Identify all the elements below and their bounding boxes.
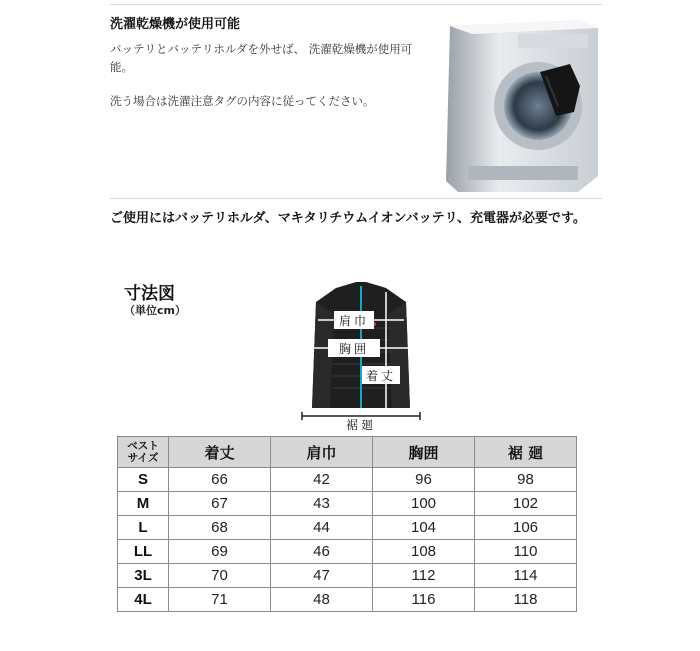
size-cell: L [118, 516, 169, 540]
value-cell: 67 [169, 492, 271, 516]
header-chest: 胸囲 [373, 437, 475, 468]
value-cell: 112 [373, 564, 475, 588]
size-cell: LL [118, 540, 169, 564]
value-cell: 70 [169, 564, 271, 588]
table-corner-header [118, 437, 169, 468]
dimension-title: 寸法図 [124, 284, 175, 304]
table-row [118, 540, 577, 564]
table-row [118, 588, 577, 612]
value-cell: 43 [271, 492, 373, 516]
vest-label-length: 着丈 [365, 369, 397, 383]
value-cell: 96 [373, 468, 475, 492]
header-length: 着丈 [169, 437, 271, 468]
washing-caution: 洗う場合は洗濯注意タグの内容に従ってください。 [110, 94, 375, 108]
header-hem: 裾 廻 [475, 437, 577, 468]
value-cell: 118 [475, 588, 577, 612]
table-row [118, 468, 577, 492]
washing-machine-image [428, 16, 604, 194]
value-cell: 110 [475, 540, 577, 564]
size-cell: M [118, 492, 169, 516]
value-cell: 69 [169, 540, 271, 564]
vest-label-shoulder: 肩巾 [338, 314, 370, 328]
top-divider [110, 4, 602, 5]
corner-line2: サイズ [127, 452, 159, 464]
vest-label-hem: 裾廻 [345, 418, 377, 432]
header-shoulder: 肩巾 [271, 437, 373, 468]
value-cell: 68 [169, 516, 271, 540]
size-cell: 3L [118, 564, 169, 588]
table-row [118, 564, 577, 588]
value-cell: 104 [373, 516, 475, 540]
value-cell: 114 [475, 564, 577, 588]
value-cell: 98 [475, 468, 577, 492]
washing-description: バッテリとバッテリホルダを外せば、 洗濯乾燥機が使用可能。 [110, 42, 413, 74]
value-cell: 108 [373, 540, 475, 564]
value-cell: 46 [271, 540, 373, 564]
vest-label-chest: 胸囲 [338, 342, 370, 356]
value-cell: 42 [271, 468, 373, 492]
table-row [118, 516, 577, 540]
value-cell: 48 [271, 588, 373, 612]
dimension-unit: （単位cm） [124, 304, 186, 317]
value-cell: 71 [169, 588, 271, 612]
value-cell: 106 [475, 516, 577, 540]
corner-line1: ベスト [127, 440, 159, 452]
value-cell: 44 [271, 516, 373, 540]
table-row [118, 492, 577, 516]
washing-title: 洗濯乾燥機が使用可能 [110, 17, 241, 32]
vest-dimension-diagram [296, 278, 426, 434]
value-cell: 47 [271, 564, 373, 588]
value-cell: 102 [475, 492, 577, 516]
value-cell: 116 [373, 588, 475, 612]
size-table [117, 436, 577, 612]
section-divider [110, 198, 602, 199]
value-cell: 100 [373, 492, 475, 516]
value-cell: 66 [169, 468, 271, 492]
size-cell: 4L [118, 588, 169, 612]
requirement-notice: ご使用にはバッテリホルダ、マキタリチウムイオンバッテリ、充電器が必要です。 [110, 211, 586, 226]
table-header-row [118, 437, 577, 468]
size-cell: S [118, 468, 169, 492]
